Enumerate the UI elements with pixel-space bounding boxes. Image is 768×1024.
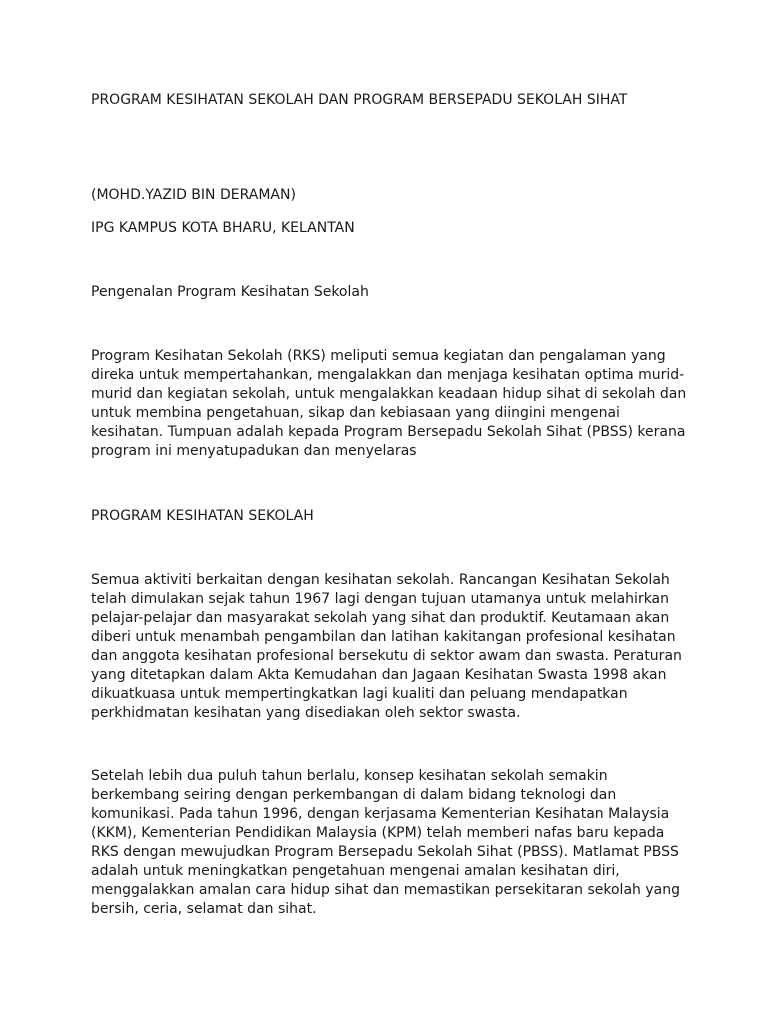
section-paragraph-1: [91, 571, 691, 723]
paragraph-line: pelajar-pelajar dan masyarakat sekolah yang sihat dan produktif. Keutamaan akan: [91, 610, 670, 626]
paragraph-line: kesihatan. Tumpuan adalah kepada Program Bersepadu Sekolah Sihat (PBSS) kerana: [91, 424, 686, 440]
paragraph-line: (KKM), Kementerian Pendidikan Malaysia (KPM) telah memberi nafas baru kepada: [91, 825, 665, 841]
paragraph-line: menggalakkan amalan cara hidup sihat dan memastikan persekitaran sekolah yang: [91, 882, 680, 898]
intro-paragraph: [91, 347, 691, 461]
author-name: (MOHD.YAZID BIN DERAMAN): [91, 187, 296, 203]
paragraph-line: adalah untuk meningkatkan pengetahuan mengenai amalan kesihatan diri,: [91, 863, 620, 879]
paragraph-line: yang ditetapkan dalam Akta Kemudahan dan Jagaan Kesihatan Swasta 1998 akan: [91, 667, 667, 683]
intro-heading: Pengenalan Program Kesihatan Sekolah: [91, 284, 369, 300]
paragraph-line: berkembang seiring dengan perkembangan di dalam bidang teknologi dan: [91, 787, 617, 803]
paragraph-line: diberi untuk menambah pengambilan dan latihan kakitangan profesional kesihatan: [91, 629, 676, 645]
section-paragraph-2: [91, 767, 691, 919]
paragraph-line: direka untuk mempertahankan, mengalakkan dan menjaga kesihatan optima murid-: [91, 367, 685, 383]
paragraph-line: perkhidmatan kesihatan yang disediakan oleh sektor swasta.: [91, 705, 521, 721]
document-title: PROGRAM KESIHATAN SEKOLAH DAN PROGRAM BERSEPADU SEKOLAH SIHAT: [91, 92, 628, 108]
paragraph-line: telah dimulakan sejak tahun 1967 lagi dengan tujuan utamanya untuk melahirkan: [91, 591, 670, 607]
paragraph-line: dan anggota kesihatan profesional bersekutu di sektor awam dan swasta. Peraturan: [91, 648, 682, 664]
paragraph-line: Program Kesihatan Sekolah (RKS) meliputi semua kegiatan dan pengalaman yang: [91, 348, 666, 364]
paragraph-line: komunikasi. Pada tahun 1996, dengan kerjasama Kementerian Kesihatan Malaysia: [91, 806, 670, 822]
paragraph-line: bersih, ceria, selamat dan sihat.: [91, 901, 317, 917]
paragraph-line: Setelah lebih dua puluh tahun berlalu, konsep kesihatan sekolah semakin: [91, 768, 608, 784]
paragraph-line: dikuatkuasa untuk mempertingkatkan lagi kualiti dan peluang mendapatkan: [91, 686, 628, 702]
institution-name: IPG KAMPUS KOTA BHARU, KELANTAN: [91, 220, 355, 236]
paragraph-line: program ini menyatupadukan dan menyelaras: [91, 443, 417, 459]
paragraph-line: untuk membina pengetahuan, sikap dan kebiasaan yang diingini mengenai: [91, 405, 620, 421]
paragraph-line: RKS dengan mewujudkan Program Bersepadu Sekolah Sihat (PBSS). Matlamat PBSS: [91, 844, 679, 860]
paragraph-line: Semua aktiviti berkaitan dengan kesihatan sekolah. Rancangan Kesihatan Sekolah: [91, 572, 670, 588]
paragraph-line: murid dan kegiatan sekolah, untuk mengalakkan keadaan hidup sihat di sekolah dan: [91, 386, 687, 402]
section-heading: PROGRAM KESIHATAN SEKOLAH: [91, 508, 314, 524]
